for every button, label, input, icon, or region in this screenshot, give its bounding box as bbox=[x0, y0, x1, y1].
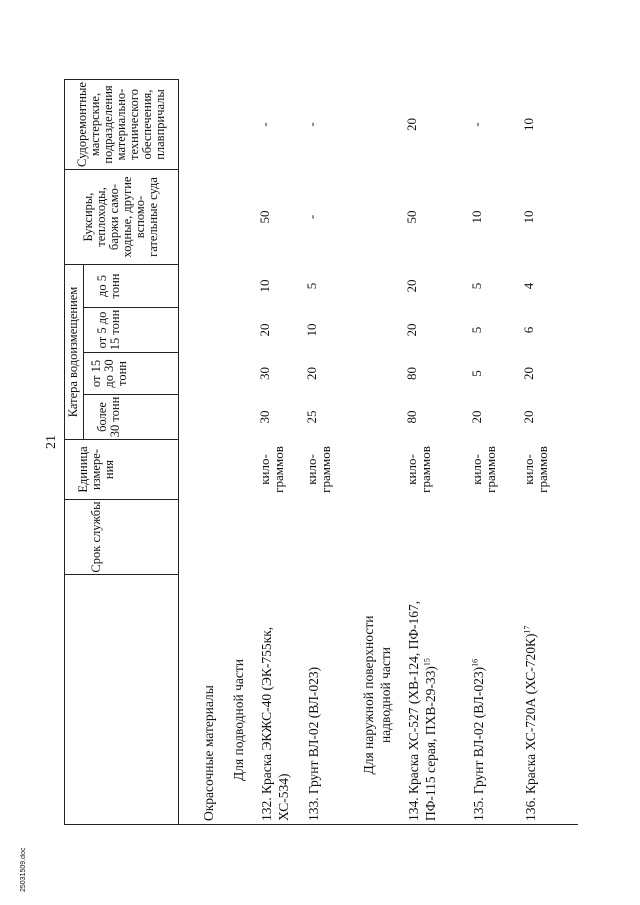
row-132-c3: 20 bbox=[257, 323, 272, 337]
header-c5: Буксиры, теплоходы, баржи само-ходные, другие вспомо-гательные суда bbox=[81, 176, 160, 258]
row-135-unit: кило-граммов bbox=[469, 446, 498, 493]
row-133-c3: 10 bbox=[304, 323, 319, 337]
row-136-unit: кило-граммов bbox=[521, 446, 550, 493]
row-134-c3: 20 bbox=[404, 323, 419, 337]
header-c6: Судоремонтные мастерские, подразделения материально-технического обеспечения, плавпричалы bbox=[74, 82, 167, 167]
header-c1: более 30 тонн bbox=[95, 396, 122, 438]
row-133-c6: - bbox=[304, 122, 319, 127]
row-136-c5: 10 bbox=[521, 210, 536, 224]
header-bottom-border bbox=[178, 80, 179, 825]
row-136-c2: 20 bbox=[521, 367, 536, 380]
row-136-c3: 6 bbox=[521, 326, 536, 334]
row-132-c5: 50 bbox=[257, 210, 272, 224]
row-133-c2: 20 bbox=[304, 367, 319, 380]
header-c4: до 5 тонн bbox=[95, 273, 122, 299]
row-134-name bbox=[405, 581, 439, 821]
footer-file-name: 25031509.doc bbox=[20, 847, 27, 892]
row-132-name: 132. Краска ЭКЖС-40 (ЭК-755кк, ХС-534) bbox=[259, 626, 291, 821]
row-134-c4: 20 bbox=[404, 279, 419, 293]
row-135-c1: 20 bbox=[469, 410, 484, 424]
row-136-name bbox=[522, 581, 539, 821]
section-underwater: Для подводной части bbox=[231, 659, 246, 781]
row-134-unit: кило-граммов bbox=[404, 446, 433, 493]
row-132-c4: 10 bbox=[257, 279, 272, 293]
header-unit: Единица измере-ния bbox=[75, 446, 116, 493]
table-left-border bbox=[64, 824, 179, 825]
row-135-footnote: 16 bbox=[470, 658, 480, 667]
section-paints: Окрасочные материалы bbox=[201, 685, 216, 821]
row-134-name-text: 134. Краска ХС-527 (ХВ-124, ПФ-167, ПФ-115 серая, ПХВ-29-33) bbox=[406, 600, 438, 821]
row-133-unit: кило-граммов bbox=[304, 446, 333, 493]
page-number: 21 bbox=[44, 435, 59, 449]
row-132-c2: 30 bbox=[257, 367, 272, 380]
header-c3: от 5 до 15 тонн bbox=[95, 309, 122, 351]
row-136-footnote: 17 bbox=[522, 625, 532, 634]
row-132-c1: 30 bbox=[257, 410, 272, 424]
section-surface: Для наружной поверхности надводной части bbox=[361, 615, 393, 775]
body-left-border bbox=[178, 824, 578, 825]
row-135-c2: 5 bbox=[469, 370, 484, 377]
row-135-c3: 5 bbox=[469, 326, 484, 334]
row-133-name: 133. Грунт ВЛ-02 (ВЛ-023) bbox=[306, 666, 321, 821]
row-134-c5: 50 bbox=[404, 210, 419, 224]
row-135-name bbox=[470, 581, 487, 821]
col-divider-term bbox=[64, 574, 179, 575]
row-133-c5: - bbox=[304, 214, 319, 220]
row-136-c6: 10 bbox=[521, 118, 536, 131]
row-133-c4: 5 bbox=[304, 282, 319, 290]
row-135-c4: 5 bbox=[469, 282, 484, 290]
row-134-c6: 20 bbox=[404, 118, 419, 131]
row-132-c6: - bbox=[257, 122, 272, 127]
row-136-name-text: 136. Краска ХС-720А (ХС-720К) bbox=[523, 633, 538, 821]
row-134-c2: 80 bbox=[404, 367, 419, 380]
row-132-unit: кило-граммов bbox=[257, 446, 286, 493]
header-group: Катера водоизмещением bbox=[66, 286, 80, 418]
row-134-footnote: 15 bbox=[422, 658, 432, 667]
row-134-c1: 80 bbox=[404, 410, 419, 424]
row-136-c1: 20 bbox=[521, 410, 536, 424]
row-133-c1: 25 bbox=[304, 410, 319, 424]
header-c2: от 15 до 30 тонн bbox=[88, 359, 129, 388]
row-135-c6: - bbox=[469, 122, 484, 127]
row-135-c5: 10 bbox=[469, 210, 484, 224]
row-135-name-text: 135. Грунт ВЛ-02 (ВЛ-023) bbox=[471, 666, 486, 821]
row-136-c4: 4 bbox=[521, 282, 536, 290]
header-term: Срок службы bbox=[88, 501, 103, 573]
table-top-border bbox=[64, 80, 65, 825]
